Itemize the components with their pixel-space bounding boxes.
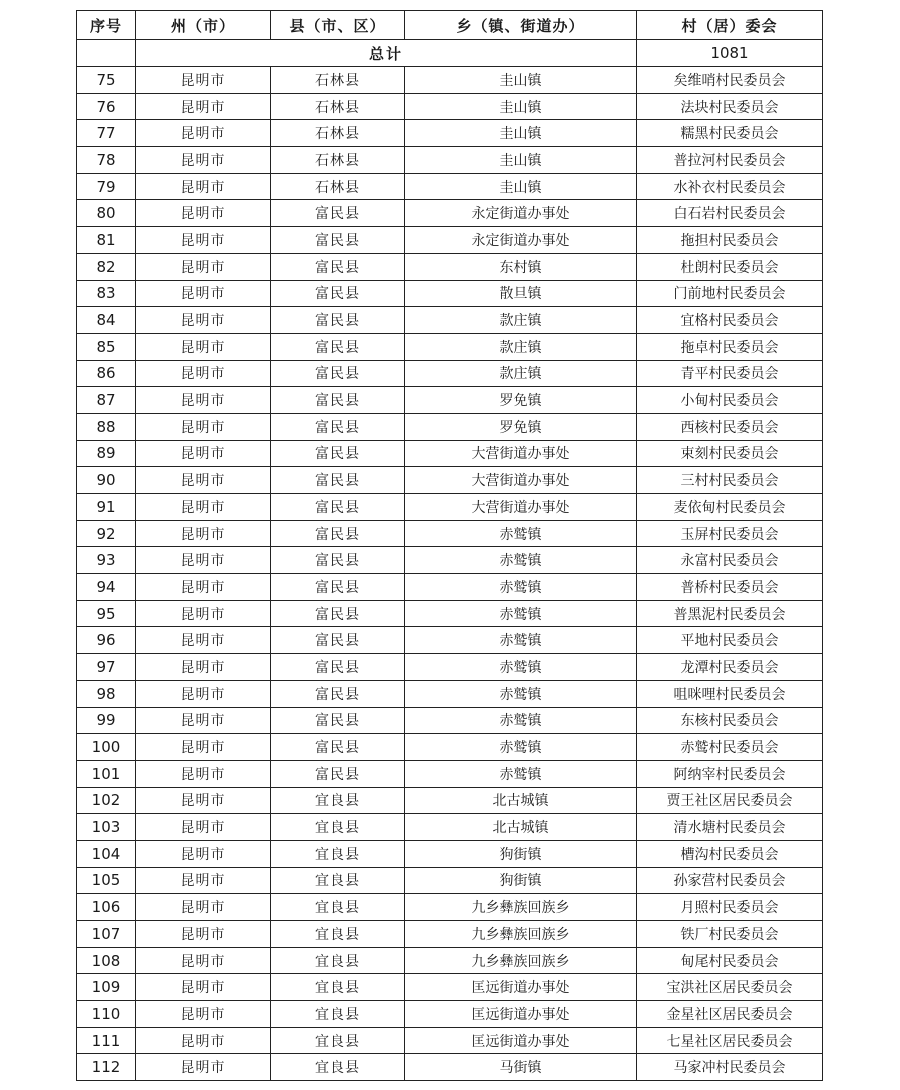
row-township: 罗免镇 [405, 413, 637, 440]
total-blank-cell [77, 40, 136, 67]
header-prefecture: 州（市） [136, 11, 271, 40]
table-row [77, 600, 823, 627]
table-row [77, 1027, 823, 1054]
table-row [77, 147, 823, 174]
row-village: 宝洪社区居民委员会 [637, 974, 823, 1001]
header-township: 乡（镇、街道办） [405, 11, 637, 40]
row-seq: 94 [77, 574, 136, 601]
row-township: 赤鹫镇 [405, 760, 637, 787]
row-seq: 79 [77, 173, 136, 200]
row-prefecture: 昆明市 [136, 173, 271, 200]
row-township: 散旦镇 [405, 280, 637, 307]
header-row [77, 11, 823, 40]
row-village: 三村村民委员会 [637, 467, 823, 494]
row-township: 圭山镇 [405, 67, 637, 94]
row-prefecture: 昆明市 [136, 494, 271, 521]
row-village: 贾王社区居民委员会 [637, 787, 823, 814]
row-prefecture: 昆明市 [136, 520, 271, 547]
row-seq: 110 [77, 1001, 136, 1028]
row-seq: 98 [77, 680, 136, 707]
row-village: 白石岩村民委员会 [637, 200, 823, 227]
row-prefecture: 昆明市 [136, 200, 271, 227]
row-township: 匡远街道办事处 [405, 974, 637, 1001]
row-prefecture: 昆明市 [136, 947, 271, 974]
row-seq: 82 [77, 253, 136, 280]
row-seq: 107 [77, 921, 136, 948]
row-village: 麦依甸村民委员会 [637, 494, 823, 521]
row-county: 富民县 [271, 307, 405, 334]
row-county: 宜良县 [271, 1027, 405, 1054]
row-seq: 100 [77, 734, 136, 761]
row-county: 富民县 [271, 360, 405, 387]
table-row [77, 840, 823, 867]
row-prefecture: 昆明市 [136, 1054, 271, 1081]
row-township: 赤鹫镇 [405, 574, 637, 601]
row-county: 富民县 [271, 253, 405, 280]
row-village: 永富村民委员会 [637, 547, 823, 574]
row-seq: 83 [77, 280, 136, 307]
table-row [77, 120, 823, 147]
row-township: 赤鹫镇 [405, 627, 637, 654]
row-prefecture: 昆明市 [136, 227, 271, 254]
table-row [77, 547, 823, 574]
row-village: 七星社区居民委员会 [637, 1027, 823, 1054]
row-county: 石林县 [271, 147, 405, 174]
row-township: 狗街镇 [405, 867, 637, 894]
row-prefecture: 昆明市 [136, 654, 271, 681]
row-village: 龙潭村民委员会 [637, 654, 823, 681]
table-row [77, 707, 823, 734]
total-value: 1081 [637, 40, 823, 67]
row-county: 富民县 [271, 654, 405, 681]
table-row [77, 974, 823, 1001]
table-row [77, 680, 823, 707]
table-row [77, 894, 823, 921]
row-village: 水补衣村民委员会 [637, 173, 823, 200]
row-county: 宜良县 [271, 1054, 405, 1081]
row-prefecture: 昆明市 [136, 734, 271, 761]
row-township: 九乡彝族回族乡 [405, 921, 637, 948]
table-row [77, 921, 823, 948]
table-row [77, 413, 823, 440]
row-county: 宜良县 [271, 787, 405, 814]
row-prefecture: 昆明市 [136, 360, 271, 387]
row-county: 富民县 [271, 574, 405, 601]
row-seq: 93 [77, 547, 136, 574]
row-township: 狗街镇 [405, 840, 637, 867]
row-township: 北古城镇 [405, 814, 637, 841]
table-row [77, 520, 823, 547]
row-prefecture: 昆明市 [136, 67, 271, 94]
row-township: 赤鹫镇 [405, 680, 637, 707]
row-county: 宜良县 [271, 921, 405, 948]
row-county: 石林县 [271, 120, 405, 147]
row-prefecture: 昆明市 [136, 600, 271, 627]
row-county: 富民县 [271, 547, 405, 574]
table-row [77, 787, 823, 814]
row-seq: 86 [77, 360, 136, 387]
row-township: 北古城镇 [405, 787, 637, 814]
row-township: 永定街道办事处 [405, 227, 637, 254]
table-row [77, 867, 823, 894]
row-seq: 78 [77, 147, 136, 174]
row-seq: 101 [77, 760, 136, 787]
row-prefecture: 昆明市 [136, 1001, 271, 1028]
row-county: 富民县 [271, 467, 405, 494]
table-header [77, 11, 823, 40]
row-township: 圭山镇 [405, 93, 637, 120]
row-village: 法块村民委员会 [637, 93, 823, 120]
row-township: 圭山镇 [405, 147, 637, 174]
row-township: 大营街道办事处 [405, 467, 637, 494]
table-row [77, 360, 823, 387]
table-row [77, 440, 823, 467]
row-prefecture: 昆明市 [136, 574, 271, 601]
row-village: 普桥村民委员会 [637, 574, 823, 601]
row-county: 石林县 [271, 67, 405, 94]
row-prefecture: 昆明市 [136, 120, 271, 147]
row-seq: 105 [77, 867, 136, 894]
row-seq: 104 [77, 840, 136, 867]
row-prefecture: 昆明市 [136, 1027, 271, 1054]
table-row [77, 333, 823, 360]
row-county: 富民县 [271, 707, 405, 734]
row-village: 门前地村民委员会 [637, 280, 823, 307]
row-county: 富民县 [271, 387, 405, 414]
table-row [77, 1054, 823, 1081]
row-county: 富民县 [271, 440, 405, 467]
row-seq: 92 [77, 520, 136, 547]
row-seq: 81 [77, 227, 136, 254]
row-seq: 88 [77, 413, 136, 440]
row-village: 铁厂村民委员会 [637, 921, 823, 948]
row-county: 富民县 [271, 333, 405, 360]
row-village: 咀咪哩村民委员会 [637, 680, 823, 707]
row-prefecture: 昆明市 [136, 413, 271, 440]
row-township: 赤鹫镇 [405, 520, 637, 547]
row-seq: 108 [77, 947, 136, 974]
row-prefecture: 昆明市 [136, 307, 271, 334]
row-township: 款庄镇 [405, 333, 637, 360]
row-village: 马家冲村民委员会 [637, 1054, 823, 1081]
row-county: 宜良县 [271, 1001, 405, 1028]
row-township: 款庄镇 [405, 307, 637, 334]
row-township: 东村镇 [405, 253, 637, 280]
row-seq: 76 [77, 93, 136, 120]
header-seq: 序号 [77, 11, 136, 40]
table-row [77, 654, 823, 681]
row-county: 宜良县 [271, 814, 405, 841]
row-county: 富民县 [271, 494, 405, 521]
table-row [77, 760, 823, 787]
row-seq: 90 [77, 467, 136, 494]
header-county: 县（市、区） [271, 11, 405, 40]
row-prefecture: 昆明市 [136, 440, 271, 467]
row-county: 富民县 [271, 600, 405, 627]
row-county: 富民县 [271, 227, 405, 254]
table-row [77, 280, 823, 307]
table-row [77, 93, 823, 120]
row-prefecture: 昆明市 [136, 467, 271, 494]
row-seq: 102 [77, 787, 136, 814]
row-seq: 96 [77, 627, 136, 654]
table-row [77, 173, 823, 200]
row-prefecture: 昆明市 [136, 547, 271, 574]
table-row [77, 387, 823, 414]
row-seq: 91 [77, 494, 136, 521]
table-row [77, 814, 823, 841]
row-prefecture: 昆明市 [136, 387, 271, 414]
row-prefecture: 昆明市 [136, 253, 271, 280]
row-county: 宜良县 [271, 894, 405, 921]
village-committee-table [76, 10, 823, 1081]
row-county: 富民县 [271, 680, 405, 707]
row-county: 富民县 [271, 760, 405, 787]
row-township: 马街镇 [405, 1054, 637, 1081]
row-prefecture: 昆明市 [136, 147, 271, 174]
row-seq: 103 [77, 814, 136, 841]
row-village: 拖卓村民委员会 [637, 333, 823, 360]
table-row [77, 200, 823, 227]
row-county: 富民县 [271, 280, 405, 307]
row-prefecture: 昆明市 [136, 627, 271, 654]
row-township: 圭山镇 [405, 120, 637, 147]
row-township: 永定街道办事处 [405, 200, 637, 227]
row-township: 圭山镇 [405, 173, 637, 200]
row-township: 九乡彝族回族乡 [405, 947, 637, 974]
row-prefecture: 昆明市 [136, 840, 271, 867]
row-township: 赤鹫镇 [405, 547, 637, 574]
row-village: 平地村民委员会 [637, 627, 823, 654]
row-seq: 106 [77, 894, 136, 921]
row-seq: 87 [77, 387, 136, 414]
row-prefecture: 昆明市 [136, 333, 271, 360]
row-seq: 95 [77, 600, 136, 627]
row-village: 槽沟村民委员会 [637, 840, 823, 867]
row-prefecture: 昆明市 [136, 280, 271, 307]
row-township: 款庄镇 [405, 360, 637, 387]
row-prefecture: 昆明市 [136, 680, 271, 707]
table-row [77, 494, 823, 521]
row-village: 拖担村民委员会 [637, 227, 823, 254]
row-seq: 97 [77, 654, 136, 681]
total-row [77, 40, 823, 67]
row-county: 富民县 [271, 520, 405, 547]
row-prefecture: 昆明市 [136, 814, 271, 841]
row-seq: 75 [77, 67, 136, 94]
table-row [77, 253, 823, 280]
row-prefecture: 昆明市 [136, 894, 271, 921]
row-prefecture: 昆明市 [136, 867, 271, 894]
row-village: 宜格村民委员会 [637, 307, 823, 334]
row-county: 石林县 [271, 93, 405, 120]
table-body [77, 67, 823, 1081]
row-village: 金星社区居民委员会 [637, 1001, 823, 1028]
table-row [77, 1001, 823, 1028]
table-row [77, 627, 823, 654]
row-county: 宜良县 [271, 974, 405, 1001]
row-village: 杜朗村民委员会 [637, 253, 823, 280]
row-township: 罗免镇 [405, 387, 637, 414]
row-county: 宜良县 [271, 947, 405, 974]
row-prefecture: 昆明市 [136, 921, 271, 948]
total-section [77, 40, 823, 67]
header-village: 村（居）委会 [637, 11, 823, 40]
row-prefecture: 昆明市 [136, 787, 271, 814]
row-village: 甸尾村民委员会 [637, 947, 823, 974]
row-county: 富民县 [271, 627, 405, 654]
row-seq: 77 [77, 120, 136, 147]
total-label: 总计 [136, 40, 637, 67]
row-county: 石林县 [271, 173, 405, 200]
row-prefecture: 昆明市 [136, 93, 271, 120]
row-township: 赤鹫镇 [405, 707, 637, 734]
table-row [77, 307, 823, 334]
row-township: 赤鹫镇 [405, 734, 637, 761]
row-village: 阿纳宰村民委员会 [637, 760, 823, 787]
row-village: 玉屏村民委员会 [637, 520, 823, 547]
row-prefecture: 昆明市 [136, 760, 271, 787]
row-township: 匡远街道办事处 [405, 1001, 637, 1028]
row-seq: 89 [77, 440, 136, 467]
row-township: 大营街道办事处 [405, 440, 637, 467]
row-village: 小甸村民委员会 [637, 387, 823, 414]
row-township: 大营街道办事处 [405, 494, 637, 521]
row-village: 矣维哨村民委员会 [637, 67, 823, 94]
row-village: 西核村民委员会 [637, 413, 823, 440]
row-seq: 84 [77, 307, 136, 334]
row-seq: 109 [77, 974, 136, 1001]
table-row [77, 574, 823, 601]
row-township: 匡远街道办事处 [405, 1027, 637, 1054]
row-county: 宜良县 [271, 867, 405, 894]
table-row [77, 67, 823, 94]
row-county: 富民县 [271, 734, 405, 761]
table-row [77, 734, 823, 761]
row-township: 赤鹫镇 [405, 654, 637, 681]
row-village: 糯黑村民委员会 [637, 120, 823, 147]
row-village: 东核村民委员会 [637, 707, 823, 734]
row-village: 普拉河村民委员会 [637, 147, 823, 174]
row-village: 月照村民委员会 [637, 894, 823, 921]
row-county: 宜良县 [271, 840, 405, 867]
row-village: 青平村民委员会 [637, 360, 823, 387]
row-seq: 111 [77, 1027, 136, 1054]
row-township: 九乡彝族回族乡 [405, 894, 637, 921]
row-seq: 99 [77, 707, 136, 734]
row-prefecture: 昆明市 [136, 707, 271, 734]
row-seq: 112 [77, 1054, 136, 1081]
row-village: 赤鹫村民委员会 [637, 734, 823, 761]
row-county: 富民县 [271, 413, 405, 440]
row-seq: 85 [77, 333, 136, 360]
row-village: 普黑泥村民委员会 [637, 600, 823, 627]
row-county: 富民县 [271, 200, 405, 227]
row-village: 孙家营村民委员会 [637, 867, 823, 894]
table-row [77, 947, 823, 974]
row-township: 赤鹫镇 [405, 600, 637, 627]
row-seq: 80 [77, 200, 136, 227]
table-row [77, 227, 823, 254]
row-village: 清水塘村民委员会 [637, 814, 823, 841]
row-village: 束刻村民委员会 [637, 440, 823, 467]
row-prefecture: 昆明市 [136, 974, 271, 1001]
table-row [77, 467, 823, 494]
